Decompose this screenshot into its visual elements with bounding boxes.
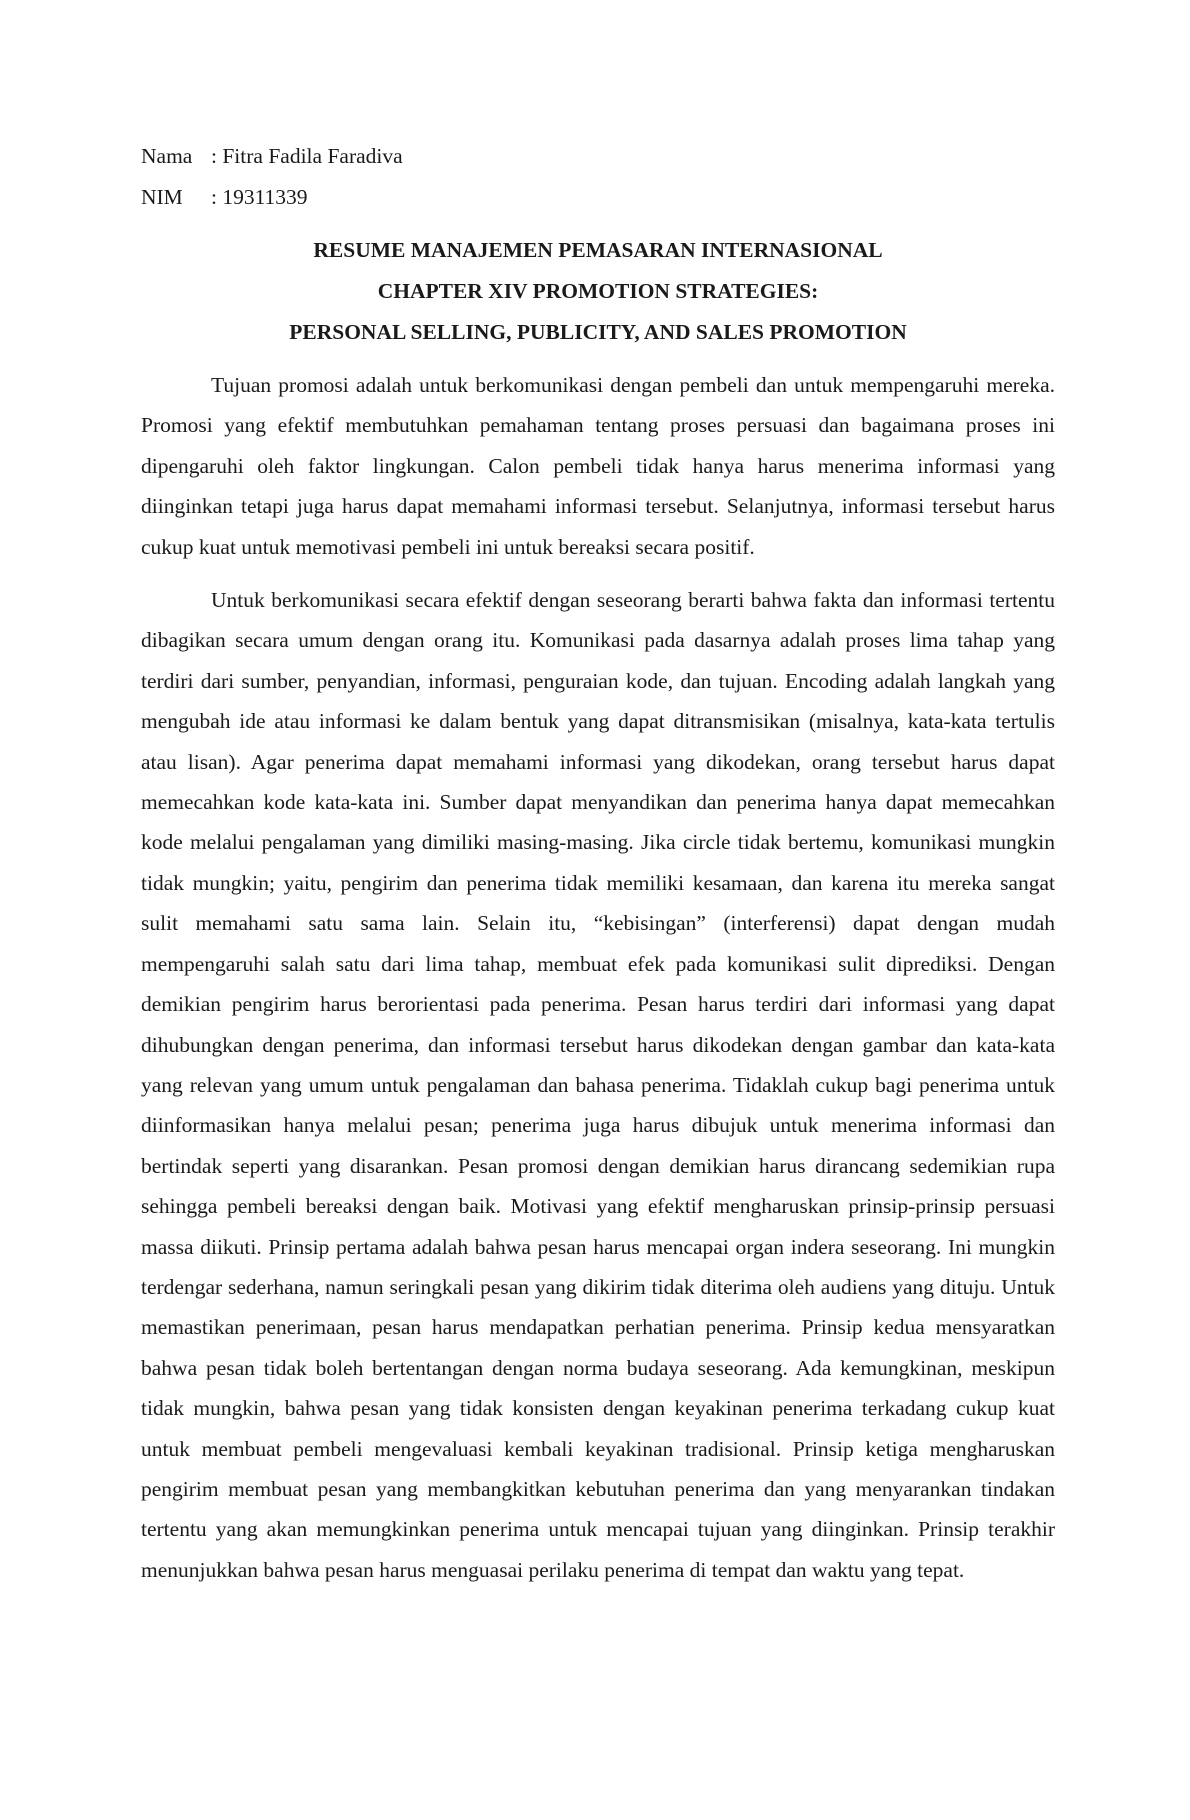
title-line-1: RESUME MANAJEMEN PEMASARAN INTERNASIONAL bbox=[313, 238, 883, 262]
name-row bbox=[141, 136, 1055, 177]
nim-row bbox=[141, 177, 1055, 218]
nim-value: : 19311339 bbox=[211, 185, 308, 209]
paragraph-2: Untuk berkomunikasi secara efektif dengan seseorang berarti bahwa fakta dan informasi tertentu dibagikan secara umum dengan orang itu. Komunikasi pada dasarnya adalah proses lima tahap yang terdiri dari sumber, penyandian, informasi, penguraian kode, dan tujuan. Encoding adalah langkah yang mengubah ide atau informasi ke dalam bentuk yang dapat ditransmisikan (misalnya, kata-kata tertulis atau lisan). Agar penerima dapat memahami informasi yang dikodekan, orang tersebut harus dapat memecahkan kode kata-kata ini. Sumber dapat menyandikan dan penerima hanya dapat memecahkan kode melalui pengalaman yang dimiliki masing-masing. Jika circle tidak bertemu, komunikasi mungkin tidak mungkin; yaitu, pengirim dan penerima tidak memiliki kesamaan, dan karena itu mereka sangat sulit memahami satu sama lain. Selain itu, “kebisingan” (interferensi) dapat dengan mudah mempengaruhi salah satu dari lima tahap, membuat efek pada komunikasi sulit diprediksi. Dengan demikian pengirim harus berorientasi pada penerima. Pesan harus terdiri dari informasi yang dapat dihubungkan dengan penerima, dan informasi tersebut harus dikodekan dengan gambar dan kata-kata yang relevan yang umum untuk pengalaman dan bahasa penerima. Tidaklah cukup bagi penerima untuk diinformasikan hanya melalui pesan; penerima juga harus dibujuk untuk menerima informasi dan bertindak seperti yang disarankan. Pesan promosi dengan demikian harus dirancang sedemikian rupa sehingga pembeli bereaksi dengan baik. Motivasi yang efektif mengharuskan prinsip-prinsip persuasi massa diikuti. Prinsip pertama adalah bahwa pesan harus mencapai organ indera seseorang. Ini mungkin terdengar sederhana, namun seringkali pesan yang dikirim tidak diterima oleh audiens yang dituju. Untuk memastikan penerimaan, pesan harus mendapatkan perhatian penerima. Prinsip kedua mensyaratkan bahwa pesan tidak boleh bertentangan dengan norma budaya seseorang. Ada kemungkinan, meskipun tidak mungkin, bahwa pesan yang tidak konsisten dengan keyakinan penerima terkadang cukup kuat untuk membuat pembeli mengevaluasi kembali keyakinan tradisional. Prinsip ketiga mengharuskan pengirim membuat pesan yang membangkitkan kebutuhan penerima dan yang menyarankan tindakan tertentu yang akan memungkinkan penerima untuk mencapai tujuan yang diinginkan. Prinsip terakhir menunjukkan bahwa pesan harus menguasai perilaku penerima di tempat dan waktu yang tepat. bbox=[141, 588, 1055, 1582]
name-value: : Fitra Fadila Faradiva bbox=[211, 144, 403, 168]
title-line-2: CHAPTER XIV PROMOTION STRATEGIES: bbox=[377, 279, 819, 303]
paragraph-1: Tujuan promosi adalah untuk berkomunikasi dengan pembeli dan untuk mempengaruhi mereka. Promosi yang efektif membutuhkan pemahaman tentang proses persuasi dan bagaimana proses ini dipengaruhi oleh faktor lingkungan. Calon pembeli tidak hanya harus menerima informasi yang diinginkan tetapi juga harus dapat memahami informasi tersebut. Selanjutnya, informasi tersebut harus cukup kuat untuk memotivasi pembeli ini untuk bereaksi secara positif. bbox=[141, 373, 1055, 559]
name-label: Nama bbox=[141, 144, 193, 168]
document-title bbox=[141, 230, 1055, 353]
title-line-3: PERSONAL SELLING, PUBLICITY, AND SALES PROMOTION bbox=[289, 320, 907, 344]
nim-label: NIM bbox=[141, 185, 183, 209]
document-page bbox=[141, 136, 1055, 1590]
